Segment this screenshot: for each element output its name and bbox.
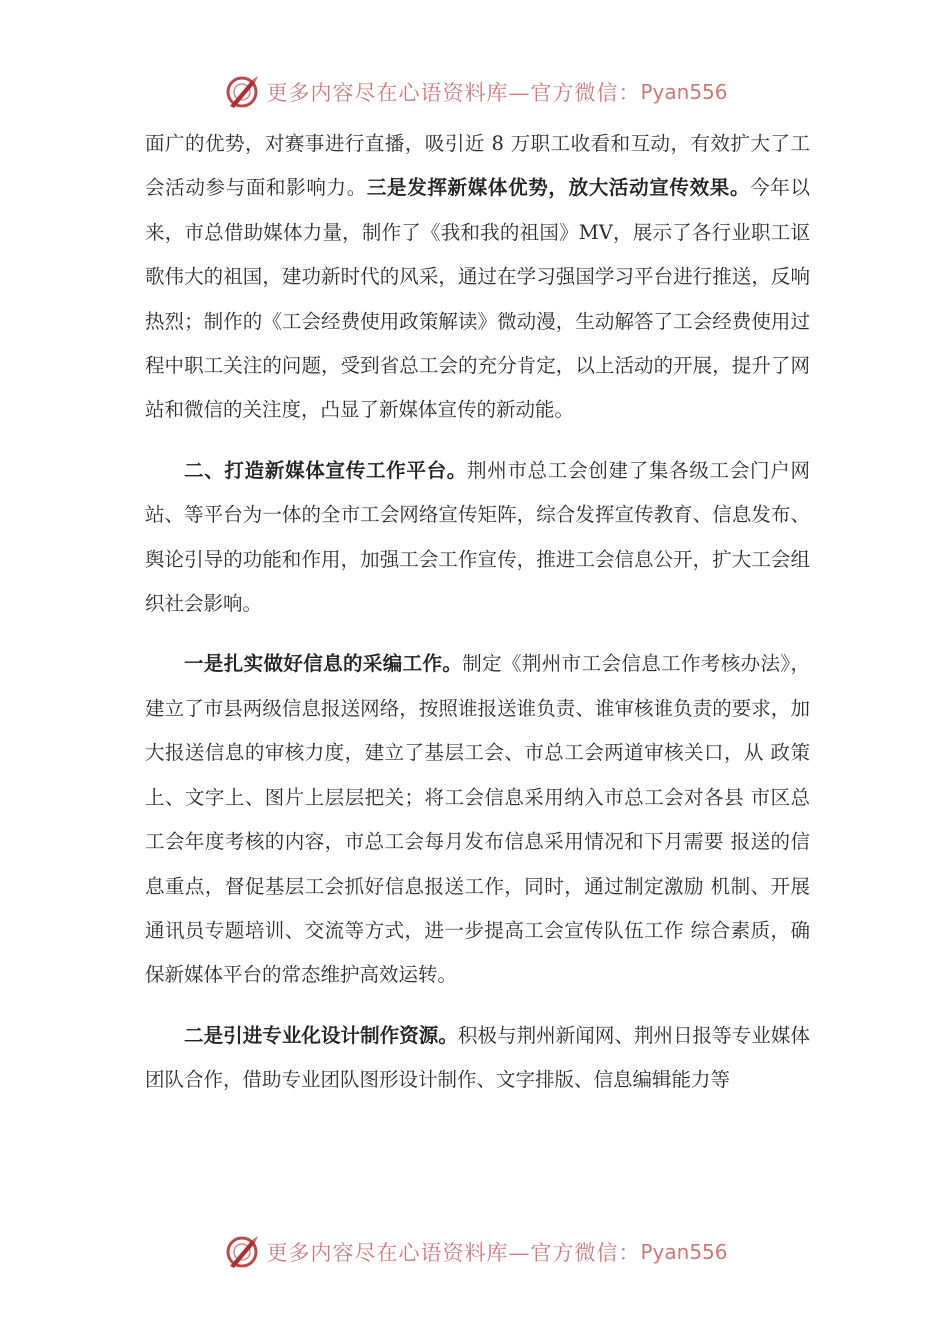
quill-logo-icon	[222, 1232, 262, 1272]
paragraph-heading: 三是发挥新媒体优势，放大活动宣传效果。	[366, 176, 751, 200]
paragraph-text: 积极与荆州新闻网、荆州日报等专业媒体团队合作，借助专业团队图形设计制作、文字排版、信息编辑能力等	[145, 1023, 810, 1092]
banner-contact: Pyan556	[640, 1240, 728, 1264]
paragraph	[145, 1014, 810, 1103]
section-heading: 二、打造新媒体宣传工作平台。	[184, 458, 468, 482]
banner-text: 更多内容尽在心语资料库—官方微信：	[266, 1241, 641, 1265]
banner-text: 更多内容尽在心语资料库—官方微信：	[266, 81, 641, 105]
paragraph-heading: 二是引进专业化设计制作资源。	[184, 1023, 458, 1047]
paragraph	[145, 122, 810, 433]
footer-watermark-banner	[0, 1230, 950, 1274]
paragraph-text: 荆州市总工会创建了集各级工会门户网站、等平台为一体的全市工会网络宣传矩阵，综合发挥宣传教育、信息发布、舆论引导的功能和作用，加强工会工作宣传，推进工会信息公开，扩大工会组织社会影响。	[145, 458, 810, 616]
paragraph	[145, 642, 810, 997]
paragraph-text: 今年以来，市总借助媒体力量，制作了《我和我的祖国》MV，展示了各行业职工讴歌伟大的祖国，建功新时代的风采，通过在学习强国学习平台进行推送，反响热烈；制作的《工会经费使用政策解读》微动漫，生动解答了工会经费使用过程中职工关注的问题，受到省总工会的充分肯定，以上活动的开展，提升了网站和微信的关注度，凸显了新媒体宣传的新动能。	[145, 176, 810, 422]
header-watermark-banner	[0, 70, 950, 114]
quill-logo-icon	[222, 72, 262, 112]
paragraph-text: 制定《荆州市工会信息工作考核办法》，建立了市县两级信息报送网络，按照谁报送谁负责、谁审核谁负责的要求，加大报送信息的审核力度，建立了基层工会、市总工会两道审核关口，从 政策上、文字上、图片上层层把关；将工会信息采用纳入市总工会对各县 市区总工会年度考核的内容，市总工会每月发布信息采用情况和下月需要 报送的信息重点，督促基层工会抓好信息报送工作，同时，通过制定激励 机制、开展通讯员专题培训、交流等方式，进一步提高工会宣传队伍工作 综合素质，确保新媒体平台的常态维护高效运转。	[145, 652, 810, 987]
paragraph-text: 面广的优势，对赛事进行直播，吸引近 8 万职工收看和互动，有效扩大了工会活动参与面和影响力。	[145, 132, 810, 200]
paragraph-heading: 一是扎实做好信息的采编工作。	[184, 652, 463, 676]
document-body	[145, 122, 810, 1103]
paragraph	[145, 449, 810, 627]
banner-contact: Pyan556	[640, 80, 728, 104]
